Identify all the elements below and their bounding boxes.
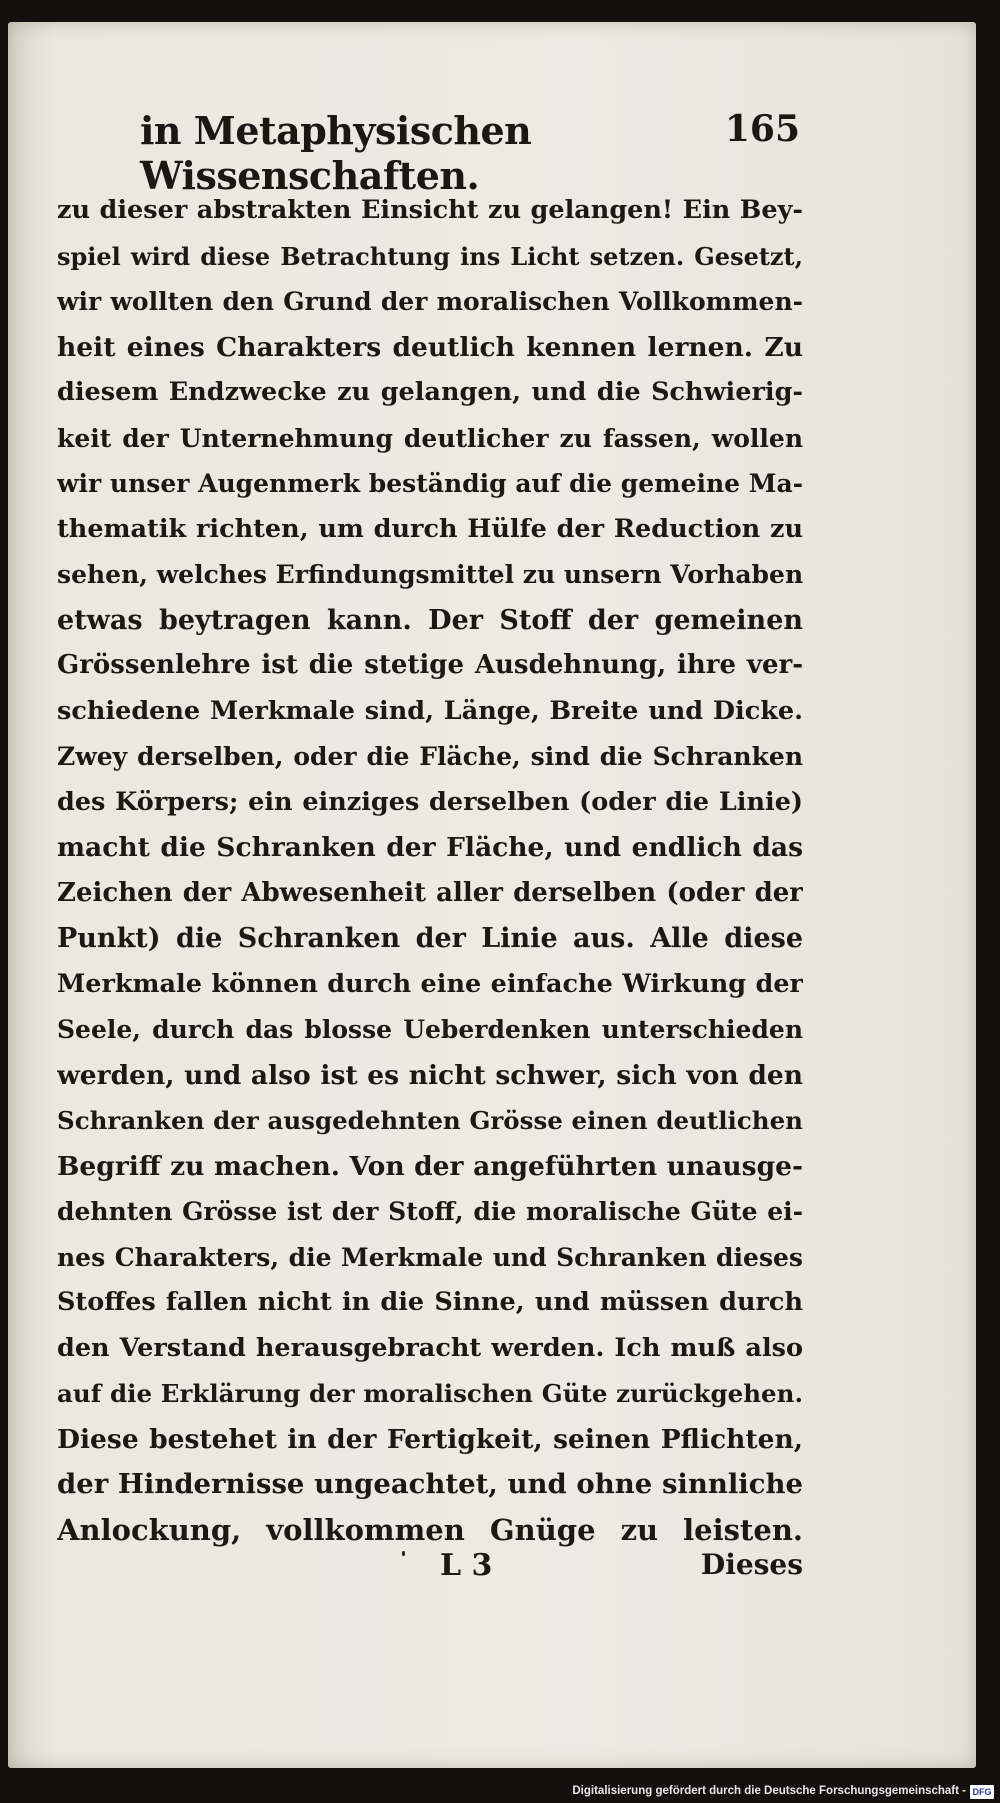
text-line: schiedene Merkmale sind, Länge, Breite und Dicke. [57,695,803,726]
text-line: nes Charakters, die Merkmale und Schranken dieses [57,1242,803,1272]
text-line: Grössenlehre ist die stetige Ausdehnung, ihre ver- [57,650,803,680]
text-line: diesem Endzwecke zu gelangen, und die Schwierig- [57,377,803,407]
text-line: Zeichen der Abwesenheit aller derselben (oder der [57,877,803,908]
text-line: Begriff zu machen. Von der angeführten unausge- [57,1150,803,1182]
text-line: keit der Unternehmung deutlicher zu fassen, wollen [57,423,803,453]
text-line: spiel wird diese Betrachtung ins Licht setzen. Gesetzt, [57,241,803,271]
text-line: Seele, durch das blosse Ueberdenken unterschieden [57,1015,803,1044]
dfg-logo-icon: DFG [970,1785,994,1799]
page-footer [440,1548,803,1592]
text-line: Stoffes fallen nicht in die Sinne, und müssen durch [57,1287,803,1317]
text-line: Schranken der ausgedehnten Grösse einen deutlichen [57,1106,803,1135]
text-line: wir wollten den Grund der moralischen Vollkommen- [57,287,803,316]
text-line: Merkmale können durch eine einfache Wirkung der [57,968,803,999]
text-line: Zwey derselben, oder die Fläche, sind die Schranken [57,742,803,771]
text-line: etwas beytragen kann. Der Stoff der gemeinen [57,604,803,636]
text-line: macht die Schranken der Fläche, und endlich das [57,832,803,863]
text-line: dehnten Grösse ist der Stoff, die moralische Güte ei- [57,1197,803,1226]
running-title: in Metaphysischen Wissenschaften. [140,108,532,198]
text-line: wir unser Augenmerk beständig auf die gemeine Ma- [57,469,803,498]
text-line: sehen, welches Erfindungsmittel zu unsern Vorhaben [57,560,803,589]
digitization-credit [0,1782,1000,1803]
text-line: des Körpers; ein einziges derselben (oder die Linie) [57,786,803,817]
text-line: thematik richten, um durch Hülfe der Reduction zu [57,513,803,544]
body-text [57,188,803,1553]
text-line: auf die Erklärung der moralischen Güte zurückgehen. [57,1379,803,1408]
text-line: werden, und also ist es nicht schwer, sich von den [57,1059,803,1091]
page-header [140,108,800,198]
text-line: Anlockung, vollkommen Gnüge zu leisten. [57,1512,803,1547]
text-line: Diese bestehet in der Fertigkeit, seinen Pflichten, [57,1423,803,1455]
credit-text: Digitalisierung gefördert durch die Deutsche Forschungsgemeinschaft - [572,1785,966,1797]
ink-speck [402,1551,405,1556]
page-number: 165 [724,108,800,150]
text-line: zu dieser abstrakten Einsicht zu gelangen! Ein Bey- [57,195,803,225]
text-line: der Hindernisse ungeachtet, und ohne sinnliche [57,1468,803,1500]
text-line: Punkt) die Schranken der Linie aus. Alle diese [57,923,803,954]
text-line: den Verstand herausgebracht werden. Ich muß also [57,1332,803,1363]
signature-mark: L 3 [440,1548,493,1583]
text-line: heit eines Charakters deutlich kennen lernen. Zu [57,331,803,363]
catchword: Dieses [700,1548,803,1581]
